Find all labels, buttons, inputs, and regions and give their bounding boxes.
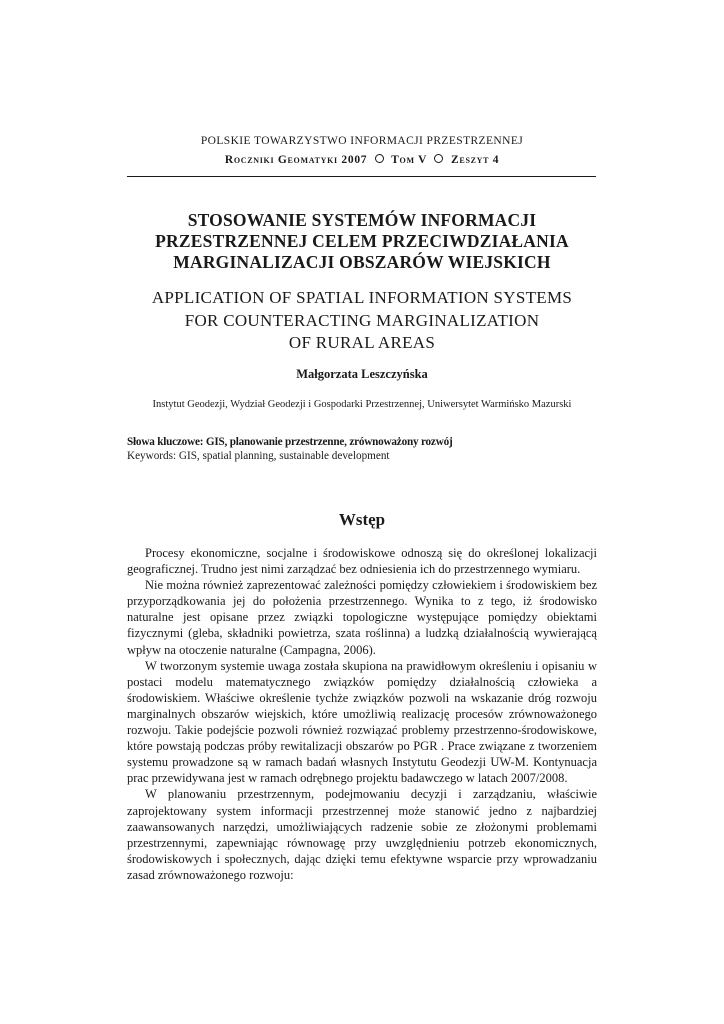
title-english-line: OF RURAL AREAS	[288, 333, 436, 352]
title-polish-line: STOSOWANIE SYSTEMÓW INFORMACJI	[187, 210, 537, 230]
title-english-line: FOR COUNTERACTING MARGINALIZATION	[184, 310, 540, 330]
keywords-english: Keywords: GIS, spatial planning, sustainable development	[127, 449, 390, 462]
journal-line	[0, 154, 724, 166]
keywords-polish: Słowa kluczowe: GIS, planowanie przestrzenne, zrównoważony rozwój	[127, 436, 453, 448]
paragraph: W planowaniu przestrzennym, podejmowaniu decyzji i zarządzaniu, właściwie zaprojektowany system informacji przestrzennej może stanowić jedno z najbardziej zaawansowanych narzędzi, umożliwiających radzenie sobie ze złożonymi problemami przestrzennymi, zapewniając równowagę przy uwzględnieniu potrzeb ekonomicznych, środowiskowych i społecznych, dając dzięki temu efektywne wsparcie przy wprowadzaniu zasad zrównoważonego rozwoju:	[127, 787, 597, 882]
paragraph: W tworzonym systemie uwaga została skupiona na prawidłowym określeniu i opisaniu w postaci modelu matematycznego związków pomiędzy działalnością człowieka a środowiskiem. Właściwe określenie tychże związków pozwoli na wskazanie dróg rozwoju marginalnych obszarów wiejskich, które umożliwią realizację procesów zrównoważonego rozwoju. Takie podejście pozwoli również rozwiązać problemy przestrzenno-środowiskowe, które powstają podczas próby rewitalizacji obszarów po PGR . Prace związane z tworzeniem systemu prowadzone są w ramach badań własnych Instytutu Geodezji UW-M. Kontynuacja prac przewidywana jest w ramach odrębnego projektu badawczego w latach 2007/2008.	[127, 658, 597, 786]
section-heading: Wstęp	[338, 510, 386, 529]
circle-separator-icon	[434, 154, 443, 163]
circle-separator-icon	[375, 154, 384, 163]
header-rule	[127, 176, 596, 177]
paragraph: Nie można również zaprezentować zależności pomiędzy człowiekiem i środowiskiem bez przyporządkowania jej do położenia przestrzennego. Wynika to z tego, iż środowisko naturalne jest opisane przez związki topologiczne występujące pomiędzy obiektami fizycznymi (gleba, składniki powietrza, szata roślinna) a ludzką działalnością wywierającą wpływ na otoczenie naturalne (Campagna, 2006).	[127, 578, 597, 657]
keywords-block	[127, 436, 597, 463]
title-polish-line: MARGINALIZACJI OBSZARÓW WIEJSKICH	[173, 252, 551, 272]
title-polish	[0, 210, 724, 273]
journal-volume: Tom V	[391, 154, 427, 166]
body-text	[127, 545, 597, 883]
society-name: POLSKIE TOWARZYSTWO INFORMACJI PRZESTRZENNEJ	[200, 135, 524, 147]
title-english	[0, 287, 724, 355]
journal-title: Roczniki Geomatyki 2007	[224, 154, 368, 166]
author-affiliation: Instytut Geodezji, Wydział Geodezji i Gospodarki Przestrzennej, Uniwersytet Warmińsko Mazurski	[152, 399, 572, 410]
paragraph: Procesy ekonomiczne, socjalne i środowiskowe odnoszą się do określonej lokalizacji geograficznej. Trudno jest nimi zarządzać bez odniesienia ich do przestrzennego wymiaru.	[127, 546, 597, 577]
title-english-line: APPLICATION OF SPATIAL INFORMATION SYSTEMS	[151, 288, 573, 307]
journal-issue: Zeszyt 4	[451, 154, 500, 166]
author-name: Małgorzata Leszczyńska	[296, 367, 428, 381]
title-polish-line: PRZESTRZENNEJ CELEM PRZECIWDZIAŁANIA	[155, 231, 569, 251]
